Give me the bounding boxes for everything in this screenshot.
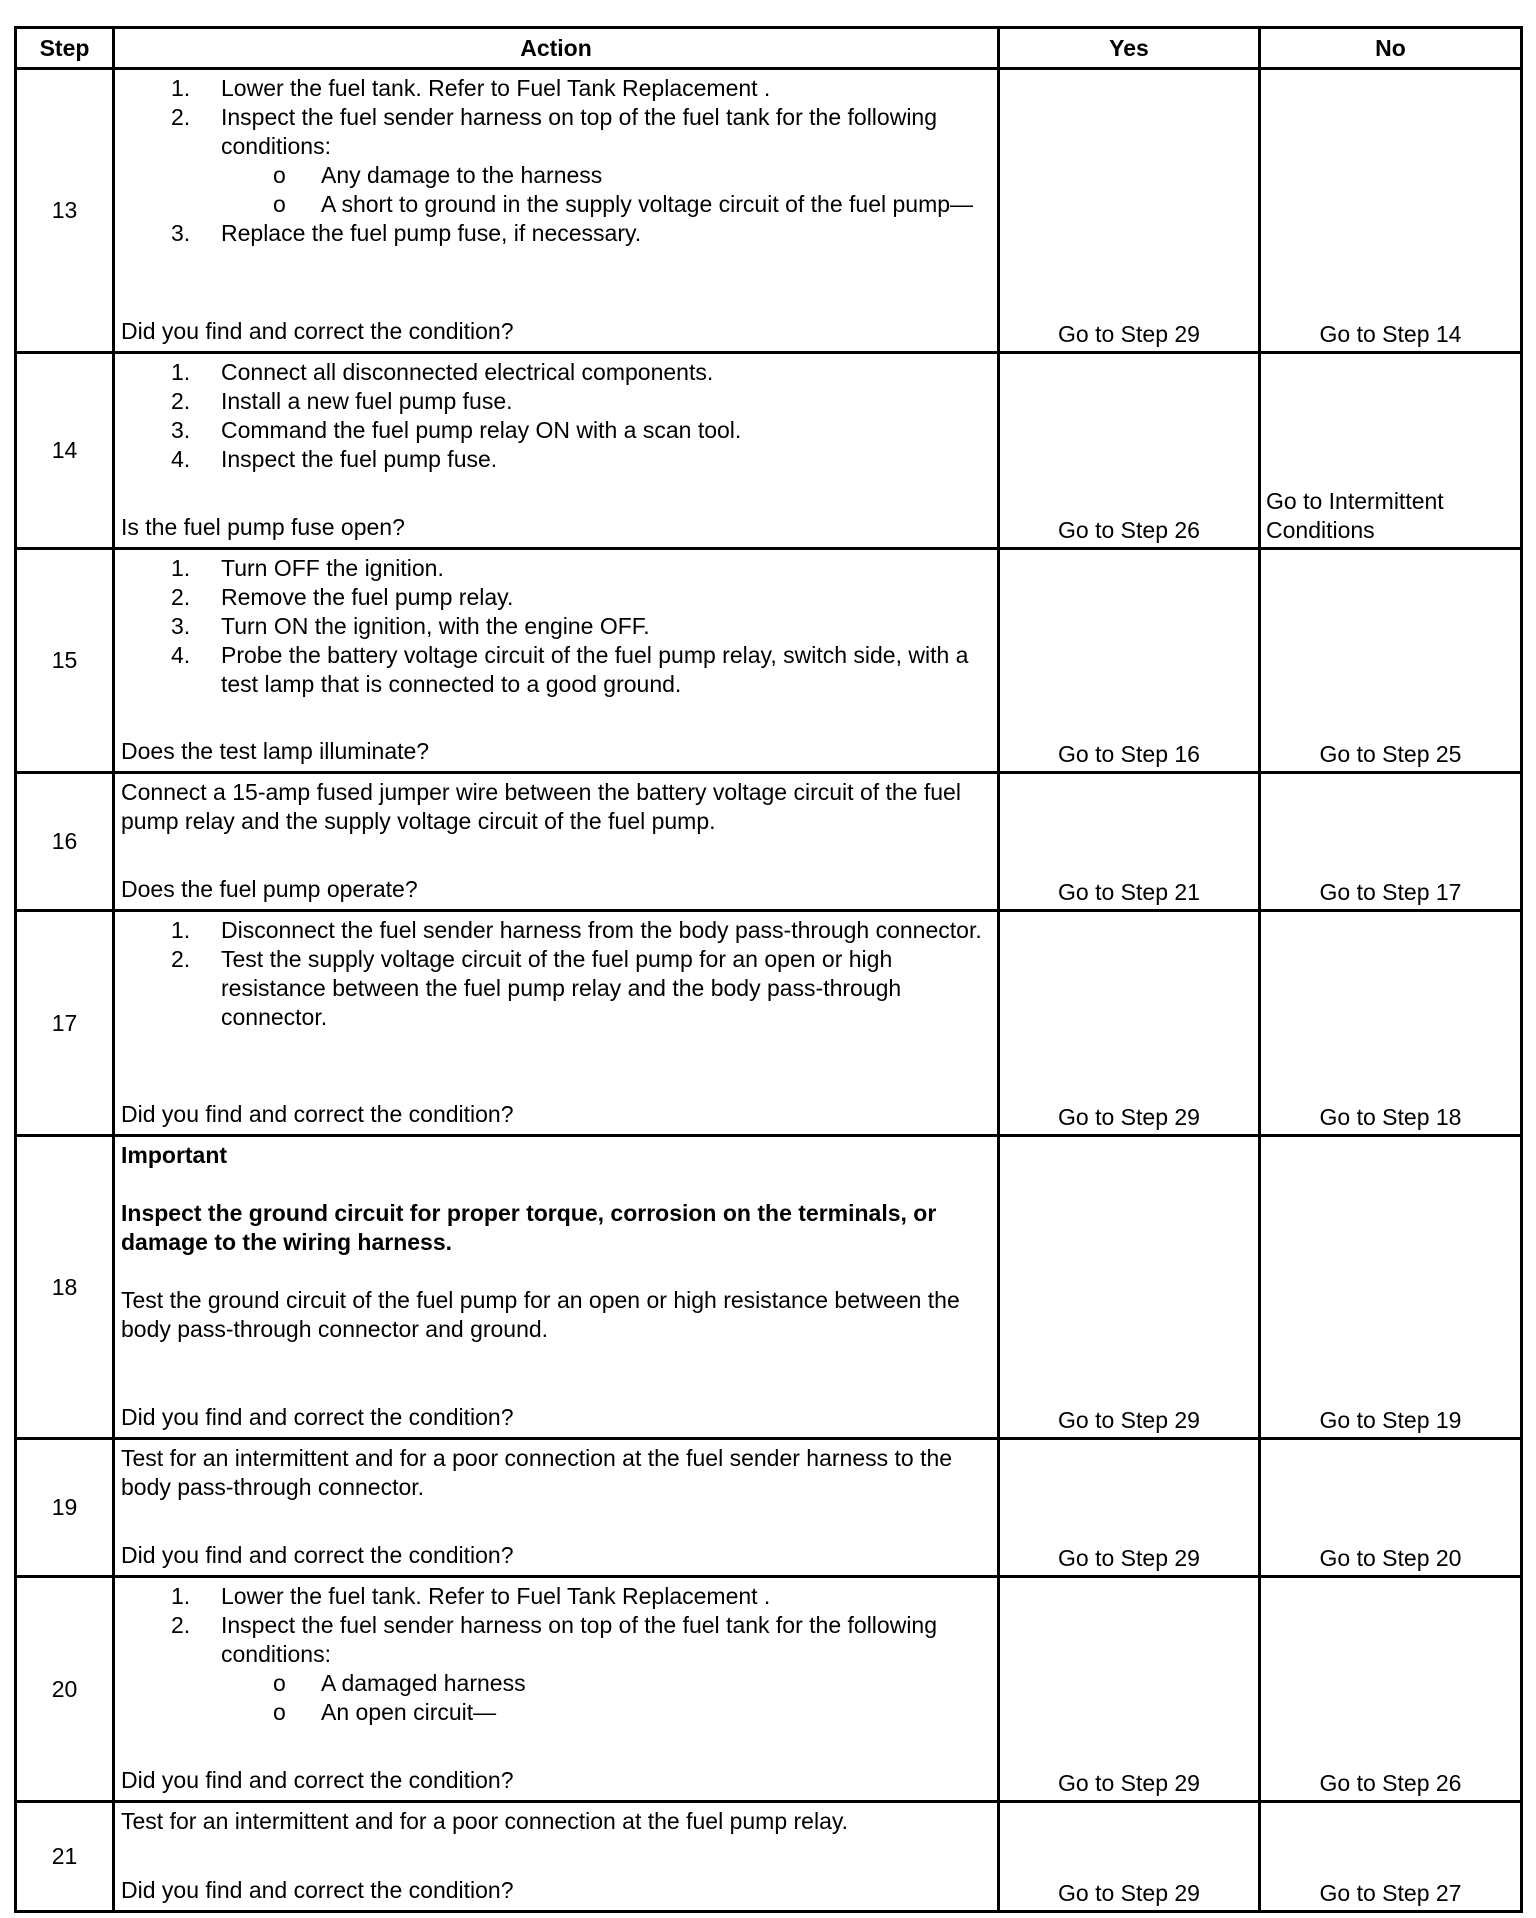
no-result: Go to Step 25: [1260, 549, 1522, 773]
question-text: Did you find and correct the condition?: [121, 1877, 514, 1903]
action-cell: [114, 773, 999, 911]
condition-list: [221, 161, 993, 219]
condition-list: [221, 1669, 993, 1727]
table-row-step-16: [16, 773, 1522, 911]
header-action: Action: [114, 28, 999, 69]
list-item: o An open circuit—: [273, 1699, 497, 1725]
list-item: o A damaged harness: [273, 1670, 526, 1696]
list-item: 2. Remove the fuel pump relay.: [171, 584, 514, 610]
question-text: Did you find and correct the condition?: [121, 1404, 514, 1430]
list-item: 3. Replace the fuel pump fuse, if necessary.: [171, 220, 642, 246]
list-item: 1. Disconnect the fuel sender harness from the body pass-through connector.: [171, 917, 982, 943]
list-item: 2. Install a new fuel pump fuse.: [171, 388, 513, 414]
action-list: [121, 1582, 993, 1727]
header-no: No: [1260, 28, 1522, 69]
yes-result: Go to Step 29: [999, 1136, 1260, 1439]
action-list: [121, 916, 993, 1032]
no-result: Go to Step 19: [1260, 1136, 1522, 1439]
action-list: [121, 358, 993, 474]
yes-result: Go to Step 29: [999, 1439, 1260, 1577]
list-item: o Any damage to the harness: [273, 162, 603, 188]
yes-result: Go to Step 29: [999, 1577, 1260, 1802]
yes-result: Go to Step 29: [999, 1802, 1260, 1912]
action-cell: [114, 549, 999, 773]
list-item: o A short to ground in the supply voltage circuit of the fuel pump—: [273, 191, 974, 217]
step-number: 20: [16, 1577, 114, 1802]
no-result: Go to Step 17: [1260, 773, 1522, 911]
yes-result: Go to Step 29: [999, 69, 1260, 353]
question-text: Does the test lamp illuminate?: [121, 738, 430, 764]
step-number: 18: [16, 1136, 114, 1439]
step-number: 17: [16, 911, 114, 1136]
procedure-table: [14, 26, 1523, 1913]
step-number: 21: [16, 1802, 114, 1912]
list-item: 2. Test the supply voltage circuit of the fuel pump for an open or high resistance between the fuel pump relay and the body pass-through connector.: [171, 946, 902, 1030]
question-text: Did you find and correct the condition?: [121, 1542, 514, 1568]
important-label: Important: [121, 1142, 228, 1168]
header-step: Step: [16, 28, 114, 69]
step-number: 19: [16, 1439, 114, 1577]
action-text: Test the ground circuit of the fuel pump for an open or high resistance between the body pass-through connector and ground.: [121, 1287, 960, 1342]
action-text: Connect a 15-amp fused jumper wire between the battery voltage circuit of the fuel pump relay and the supply voltage circuit of the fuel pump.: [121, 779, 961, 834]
no-result: Go to Step 27: [1260, 1802, 1522, 1912]
table-row-step-13: [16, 69, 1522, 353]
no-result: Go to Step 26: [1260, 1577, 1522, 1802]
action-cell: [114, 1136, 999, 1439]
step-number: 14: [16, 353, 114, 549]
table-row-step-18: [16, 1136, 1522, 1439]
list-item: 2. Inspect the fuel sender harness on top of the fuel tank for the following conditions: o Any damage to the harness o A short to ground in the supply voltage circuit of the fuel pump—: [121, 103, 993, 219]
question-text: Is the fuel pump fuse open?: [121, 514, 405, 540]
header-yes: Yes: [999, 28, 1260, 69]
step-number: 16: [16, 773, 114, 911]
yes-result: Go to Step 21: [999, 773, 1260, 911]
question-text: Did you find and correct the condition?: [121, 1101, 514, 1127]
action-list: [121, 74, 993, 248]
table-row-step-15: [16, 549, 1522, 773]
question-text: Does the fuel pump operate?: [121, 876, 418, 902]
action-cell: [114, 1577, 999, 1802]
question-text: Did you find and correct the condition?: [121, 318, 514, 344]
yes-result: Go to Step 26: [999, 353, 1260, 549]
action-cell: [114, 1802, 999, 1912]
list-item: 1. Lower the fuel tank. Refer to Fuel Tank Replacement .: [171, 75, 771, 101]
list-item: 1. Lower the fuel tank. Refer to Fuel Tank Replacement .: [171, 1583, 771, 1609]
no-result: Go to Intermittent Conditions: [1260, 353, 1522, 549]
list-item: 4. Probe the battery voltage circuit of the fuel pump relay, switch side, with a test lamp that is connected to a good ground.: [171, 642, 969, 697]
step-number: 13: [16, 69, 114, 353]
no-result: Go to Step 20: [1260, 1439, 1522, 1577]
action-text: Test for an intermittent and for a poor connection at the fuel sender harness to the body pass-through connector.: [121, 1445, 953, 1500]
table-row-step-21: [16, 1802, 1522, 1912]
list-item: 3. Command the fuel pump relay ON with a scan tool.: [171, 417, 742, 443]
yes-result: Go to Step 29: [999, 911, 1260, 1136]
table-row-step-19: [16, 1439, 1522, 1577]
action-cell: [114, 911, 999, 1136]
list-item: 1. Connect all disconnected electrical components.: [171, 359, 714, 385]
header-row: [16, 28, 1522, 69]
question-text: Did you find and correct the condition?: [121, 1767, 514, 1793]
action-cell: [114, 69, 999, 353]
no-result: Go to Step 18: [1260, 911, 1522, 1136]
list-item: 1. Turn OFF the ignition.: [171, 555, 444, 581]
action-list: [121, 554, 993, 699]
table-row-step-14: [16, 353, 1522, 549]
no-result: Go to Step 14: [1260, 69, 1522, 353]
step-number: 15: [16, 549, 114, 773]
action-text: Test for an intermittent and for a poor connection at the fuel pump relay.: [121, 1808, 849, 1834]
list-item: 4. Inspect the fuel pump fuse.: [171, 446, 498, 472]
list-item: 2. Inspect the fuel sender harness on top of the fuel tank for the following conditions: o A damaged harness o An open circuit—: [121, 1611, 993, 1727]
list-item: 3. Turn ON the ignition, with the engine OFF.: [171, 613, 650, 639]
action-cell: [114, 353, 999, 549]
important-note: Inspect the ground circuit for proper torque, corrosion on the terminals, or damage to the wiring harness.: [121, 1200, 937, 1255]
table-row-step-17: [16, 911, 1522, 1136]
table-row-step-20: [16, 1577, 1522, 1802]
action-cell: [114, 1439, 999, 1577]
yes-result: Go to Step 16: [999, 549, 1260, 773]
